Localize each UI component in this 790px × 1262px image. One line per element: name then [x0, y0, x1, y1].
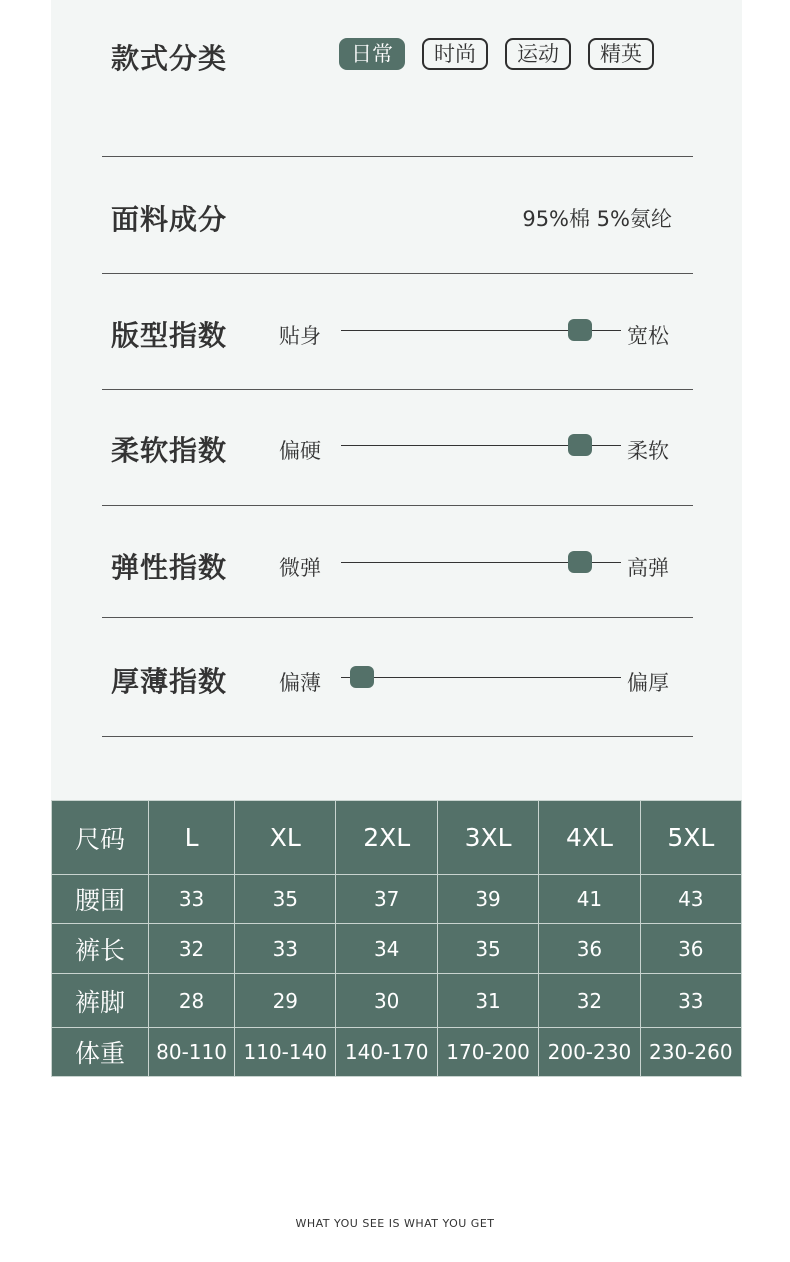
table-cell: 230-260	[640, 1028, 741, 1077]
softness-index-label: 柔软指数	[111, 434, 228, 467]
table-cell: 31	[437, 974, 538, 1028]
table-cell: 28	[149, 974, 235, 1028]
table-cell: 32	[539, 974, 640, 1028]
size-header-cell: 5XL	[640, 801, 741, 875]
softness-low-label: 偏硬	[279, 439, 321, 463]
divider	[102, 505, 693, 506]
table-cell: 37	[336, 875, 437, 924]
tag-daily[interactable]: 日常	[339, 38, 405, 70]
size-header-cell: XL	[235, 801, 336, 875]
row-label-weight: 体重	[52, 1028, 149, 1077]
elasticity-low-label: 微弹	[279, 556, 321, 580]
table-cell: 110-140	[235, 1028, 336, 1077]
table-row	[52, 1028, 742, 1077]
elasticity-high-label: 高弹	[627, 556, 669, 580]
thickness-slider-track	[341, 677, 621, 678]
tag-sport[interactable]: 运动	[505, 38, 571, 70]
divider	[102, 273, 693, 274]
tag-elite[interactable]: 精英	[588, 38, 654, 70]
table-cell: 32	[149, 924, 235, 974]
table-cell: 33	[149, 875, 235, 924]
thickness-index-label: 厚薄指数	[111, 665, 228, 698]
size-table	[51, 800, 742, 1077]
table-row	[52, 974, 742, 1028]
fit-slider-knob[interactable]	[568, 319, 592, 341]
table-cell: 30	[336, 974, 437, 1028]
elasticity-index-label: 弹性指数	[111, 551, 228, 584]
table-cell: 35	[437, 924, 538, 974]
elasticity-slider-knob[interactable]	[568, 551, 592, 573]
table-row	[52, 875, 742, 924]
fit-high-label: 宽松	[627, 324, 669, 348]
size-header-cell: 3XL	[437, 801, 538, 875]
style-category-label: 款式分类	[111, 42, 228, 75]
divider	[102, 617, 693, 618]
fit-low-label: 贴身	[279, 324, 321, 348]
thickness-slider-knob[interactable]	[350, 666, 374, 688]
table-cell: 43	[640, 875, 741, 924]
row-label-length: 裤长	[52, 924, 149, 974]
table-cell: 39	[437, 875, 538, 924]
divider	[102, 389, 693, 390]
table-cell: 140-170	[336, 1028, 437, 1077]
table-cell: 170-200	[437, 1028, 538, 1077]
table-cell: 41	[539, 875, 640, 924]
table-cell: 36	[640, 924, 741, 974]
table-cell: 36	[539, 924, 640, 974]
softness-slider-knob[interactable]	[568, 434, 592, 456]
table-row	[52, 924, 742, 974]
table-cell: 35	[235, 875, 336, 924]
style-tags	[339, 38, 654, 70]
size-header-label: 尺码	[52, 801, 149, 875]
thickness-high-label: 偏厚	[627, 671, 669, 695]
table-cell: 33	[235, 924, 336, 974]
size-header-cell: L	[149, 801, 235, 875]
softness-high-label: 柔软	[627, 439, 669, 463]
table-cell: 29	[235, 974, 336, 1028]
table-cell: 34	[336, 924, 437, 974]
tag-fashion[interactable]: 时尚	[422, 38, 488, 70]
fabric-value: 95%棉 5%氨纶	[522, 207, 672, 231]
size-header-cell: 4XL	[539, 801, 640, 875]
table-cell: 200-230	[539, 1028, 640, 1077]
divider	[102, 736, 693, 737]
thickness-low-label: 偏薄	[279, 671, 321, 695]
table-cell: 80-110	[149, 1028, 235, 1077]
size-header-row	[52, 801, 742, 875]
divider	[102, 156, 693, 157]
table-cell: 33	[640, 974, 741, 1028]
row-label-hem: 裤脚	[52, 974, 149, 1028]
row-label-waist: 腰围	[52, 875, 149, 924]
size-header-cell: 2XL	[336, 801, 437, 875]
fit-index-label: 版型指数	[111, 319, 228, 352]
footer-tagline: WHAT YOU SEE IS WHAT YOU GET	[295, 1217, 495, 1230]
fabric-label: 面料成分	[111, 203, 228, 236]
